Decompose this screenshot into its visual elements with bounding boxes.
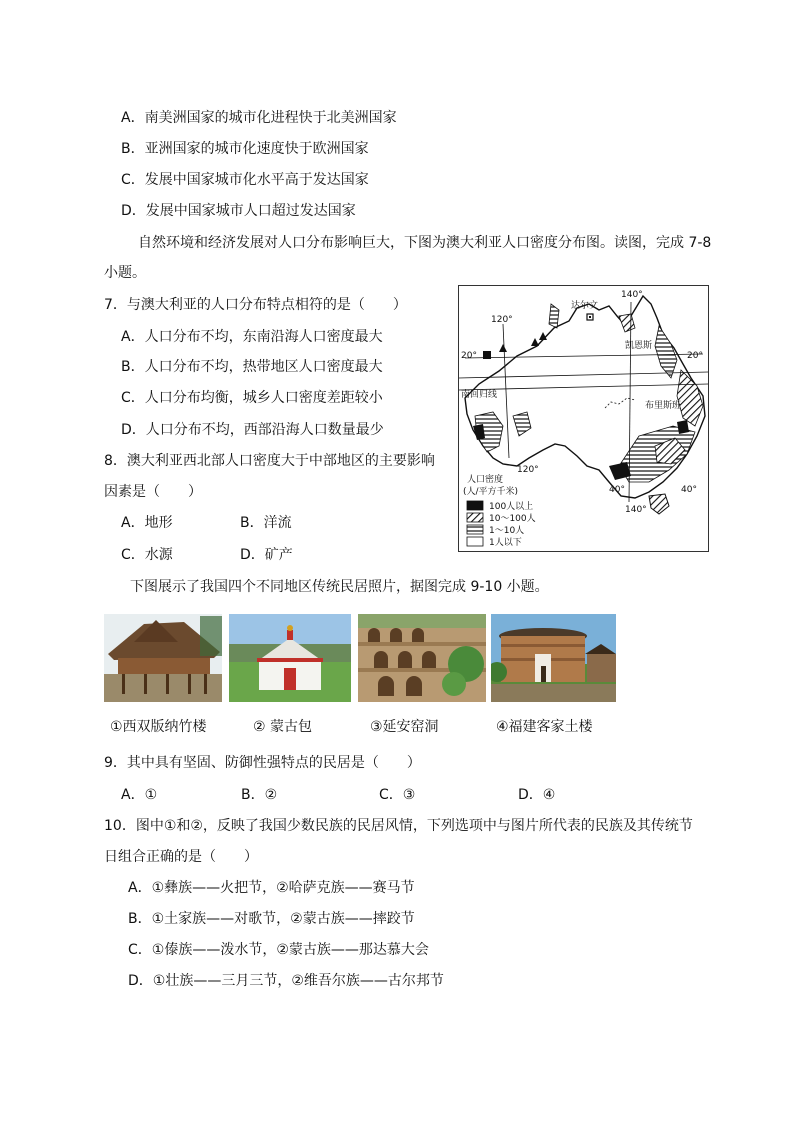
q9-stem: 9．其中具有坚固、防御性强特点的民居是（ ） [104, 755, 421, 771]
map-lat-label: 20° [687, 351, 703, 361]
q10-option-a: A．①彝族——火把节，②哈萨克族——赛马节 [128, 880, 415, 896]
caption-bamboo-house: ①西双版纳竹楼 [110, 719, 207, 735]
map-legend-title: 人口密度 [467, 475, 504, 485]
legend-swatch-under-1 [467, 537, 483, 546]
map-place-brisbane: 布里斯班 [645, 401, 682, 411]
q7-option-a: A．人口分布不均，东南沿海人口密度最大 [121, 329, 383, 345]
q6-option-d: D．发展中国家城市人口超过发达国家 [121, 203, 356, 219]
legend-swatch-100plus [467, 501, 483, 510]
q10-stem-line1: 10．图中①和②，反映了我国少数民族的民居风情，下列选项中与图片所代表的民族及其传统节 [104, 818, 693, 834]
caption-tulou: ④福建客家土楼 [496, 719, 593, 735]
intro-9-10: 下图展示了我国四个不同地区传统民居照片，据图完成 9-10 小题。 [130, 579, 549, 595]
q8-option-a: A．地形 [121, 515, 173, 531]
legend-swatch-1-10 [467, 525, 483, 534]
q10-stem-line2: 日组合正确的是（ ） [104, 849, 258, 865]
q8-option-d: D．矿产 [240, 547, 293, 563]
legend-label: 10～100人 [489, 514, 536, 524]
q7-option-b: B．人口分布不均，热带地区人口密度最大 [121, 359, 383, 375]
q8-option-c: C．水源 [121, 547, 173, 563]
caption-cave-dwelling: ③延安窑洞 [370, 719, 439, 735]
intro-7-8-line1: 自然环境和经济发展对人口分布影响巨大，下图为澳大利亚人口密度分布图。读图，完成 7-8 [138, 235, 712, 251]
photo-cave-dwelling [358, 614, 486, 702]
map-place-darwin: 达尔文 [571, 301, 599, 311]
q9-option-d: D．④ [518, 787, 556, 803]
q8-stem-line2: 因素是（ ） [104, 484, 202, 500]
map-lon-label: 140° [625, 505, 647, 515]
q7-option-c: C．人口分布均衡，城乡人口密度差距较小 [121, 390, 383, 406]
q10-option-b: B．①土家族——对歌节，②蒙古族——摔跤节 [128, 911, 415, 927]
q7-option-d: D．人口分布不均，西部沿海人口数量最少 [121, 422, 384, 438]
map-lat-label: 20° [461, 351, 477, 361]
photo-bamboo-house [104, 614, 222, 702]
photo-yurt [229, 614, 351, 702]
map-lat-label: 40° [681, 485, 697, 495]
intro-7-8-line2: 小题。 [104, 265, 146, 281]
q7-stem: 7．与澳大利亚的人口分布特点相符的是（ ） [104, 297, 407, 313]
map-legend-unit: (人/平方千米) [463, 487, 519, 497]
legend-swatch-10-100 [467, 513, 483, 522]
map-lon-label: 120° [491, 315, 513, 325]
q9-option-c: C．③ [379, 787, 416, 803]
q8-option-b: B．洋流 [240, 515, 292, 531]
q6-option-a: A．南美洲国家的城市化进程快于北美洲国家 [121, 110, 397, 126]
map-lon-label: 140° [621, 290, 643, 300]
q10-option-d: D．①壮族——三月三节，②维吾尔族——古尔邦节 [128, 973, 444, 989]
map-lat-label: 40° [609, 485, 625, 495]
legend-label: 1～10人 [489, 526, 525, 536]
q10-option-c: C．①傣族——泼水节，②蒙古族——那达慕大会 [128, 942, 429, 958]
legend-label: 100人以上 [489, 502, 534, 512]
caption-yurt: ② 蒙古包 [253, 719, 313, 735]
q9-option-a: A．① [121, 787, 158, 803]
q8-stem-line1: 8．澳大利亚西北部人口密度大于中部地区的主要影响 [104, 453, 435, 469]
map-lon-label: 120° [517, 465, 539, 475]
q6-option-c: C．发展中国家城市化水平高于发达国家 [121, 172, 369, 188]
legend-label: 1人以下 [489, 538, 522, 548]
q9-option-b: B．② [241, 787, 278, 803]
map-place-cairns: 凯恩斯 [625, 341, 653, 351]
australia-population-map [458, 285, 709, 552]
map-tropic-label: 南回归线 [461, 390, 498, 400]
q6-option-b: B．亚洲国家的城市化速度快于欧洲国家 [121, 141, 369, 157]
photo-tulou [491, 614, 616, 702]
